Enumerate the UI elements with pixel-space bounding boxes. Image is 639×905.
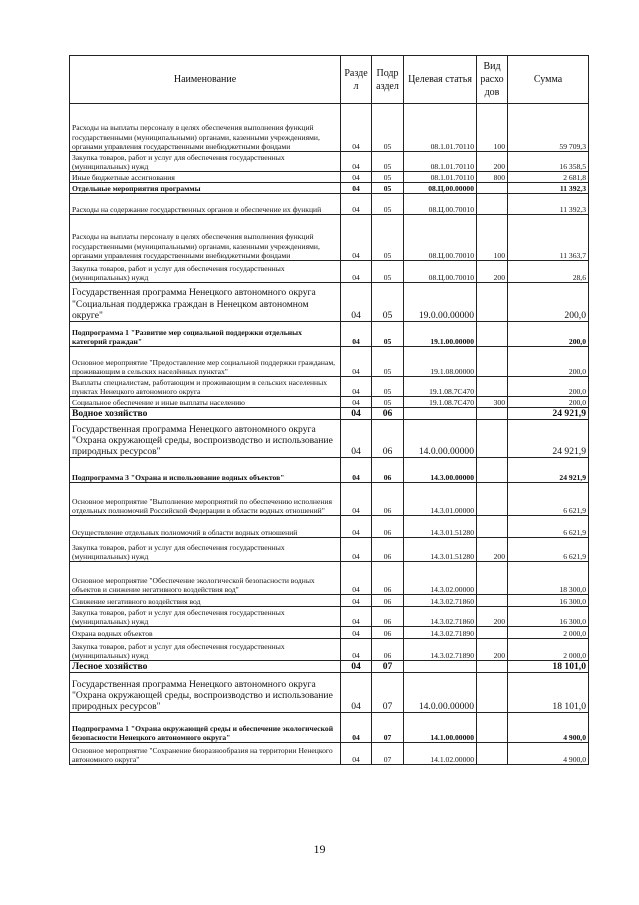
row-vid-cell bbox=[477, 183, 508, 194]
row-sum-cell: 28,6 bbox=[508, 261, 589, 283]
row-vid-cell bbox=[477, 420, 508, 458]
row-name-cell: Лесное хозяйство bbox=[70, 661, 341, 673]
row-podrazdel-cell: 05 bbox=[372, 283, 404, 322]
row-target-cell: 14.0.00.00000 bbox=[404, 420, 477, 458]
table-row bbox=[70, 639, 589, 661]
row-podrazdel-cell: 07 bbox=[372, 661, 404, 673]
row-name-cell: Охрана водных объектов bbox=[70, 627, 341, 639]
row-podrazdel-cell: 06 bbox=[372, 627, 404, 639]
row-razdel-cell: 04 bbox=[341, 595, 372, 607]
row-razdel-cell: 04 bbox=[341, 183, 372, 194]
row-podrazdel-cell: 06 bbox=[372, 458, 404, 483]
row-vid-cell bbox=[477, 322, 508, 347]
table-row bbox=[70, 183, 589, 194]
row-target-cell: 14.1.00.00000 bbox=[404, 713, 477, 743]
row-sum-cell: 6 621,9 bbox=[508, 538, 589, 562]
row-target-cell: 08.1.01.70110 bbox=[404, 172, 477, 183]
row-vid-cell bbox=[477, 673, 508, 713]
row-name-cell: Выплаты специалистам, работающим и проживающим в сельских населенных пунктах Ненецкого автономного округа bbox=[70, 377, 341, 397]
row-name-cell: Отдельные мероприятия программы bbox=[70, 183, 341, 194]
row-target-cell: 19.0.00.00000 bbox=[404, 283, 477, 322]
row-podrazdel-cell: 05 bbox=[372, 152, 404, 172]
row-target-cell bbox=[404, 408, 477, 420]
row-podrazdel-cell: 07 bbox=[372, 673, 404, 713]
row-target-cell: 14.3.02.71860 bbox=[404, 607, 477, 627]
row-sum-cell: 59 709,3 bbox=[508, 104, 589, 152]
row-podrazdel-cell: 06 bbox=[372, 607, 404, 627]
row-target-cell: 14.3.02.00000 bbox=[404, 562, 477, 595]
table-row bbox=[70, 377, 589, 397]
row-name-cell: Расходы на содержание государственных органов и обеспечение их функций bbox=[70, 194, 341, 215]
row-razdel-cell: 04 bbox=[341, 538, 372, 562]
row-name-cell: Расходы на выплаты персоналу в целях обеспечения выполнения функций государственными (муниципальными) органами, казенными учреждениями, органами управления государственными внебюджетными фондами bbox=[70, 104, 341, 152]
row-vid-cell bbox=[477, 194, 508, 215]
row-sum-cell: 18 101,0 bbox=[508, 673, 589, 713]
table-row bbox=[70, 743, 589, 765]
row-razdel-cell: 04 bbox=[341, 377, 372, 397]
table-body bbox=[70, 104, 589, 765]
row-vid-cell: 200 bbox=[477, 607, 508, 627]
row-sum-cell: 4 900,0 bbox=[508, 743, 589, 765]
row-razdel-cell: 04 bbox=[341, 420, 372, 458]
row-name-cell: Основное мероприятие "Предоставление мер социальной поддержки гражданам, проживающим в сельских населённых пунктах" bbox=[70, 347, 341, 377]
row-vid-cell: 800 bbox=[477, 172, 508, 183]
table-row bbox=[70, 261, 589, 283]
table-row bbox=[70, 673, 589, 713]
row-podrazdel-cell: 05 bbox=[372, 183, 404, 194]
row-podrazdel-cell: 06 bbox=[372, 639, 404, 661]
row-vid-cell bbox=[477, 283, 508, 322]
row-target-cell: 14.0.00.00000 bbox=[404, 673, 477, 713]
row-name-cell: Социальное обеспечение и иные выплаты населению bbox=[70, 397, 341, 408]
row-vid-cell bbox=[477, 661, 508, 673]
row-target-cell: 08.Ц.00.70010 bbox=[404, 261, 477, 283]
row-sum-cell: 16 300,0 bbox=[508, 595, 589, 607]
row-podrazdel-cell: 05 bbox=[372, 347, 404, 377]
row-target-cell: 08.1.01.70110 bbox=[404, 104, 477, 152]
row-sum-cell: 4 900,0 bbox=[508, 713, 589, 743]
row-razdel-cell: 04 bbox=[341, 516, 372, 538]
row-vid-cell: 100 bbox=[477, 215, 508, 261]
table-row bbox=[70, 483, 589, 516]
row-name-cell: Закупка товаров, работ и услуг для обеспечения государственных (муниципальных) нужд bbox=[70, 639, 341, 661]
table-row bbox=[70, 562, 589, 595]
col-header-sum: Сумма bbox=[508, 56, 589, 104]
row-razdel-cell: 04 bbox=[341, 104, 372, 152]
row-sum-cell: 11 392,3 bbox=[508, 183, 589, 194]
table-row bbox=[70, 607, 589, 627]
row-target-cell: 14.3.01.51280 bbox=[404, 538, 477, 562]
row-target-cell bbox=[404, 661, 477, 673]
row-podrazdel-cell: 06 bbox=[372, 538, 404, 562]
row-razdel-cell: 04 bbox=[341, 283, 372, 322]
row-vid-cell: 200 bbox=[477, 639, 508, 661]
row-target-cell: 19.1.08.7С470 bbox=[404, 377, 477, 397]
row-razdel-cell: 04 bbox=[341, 194, 372, 215]
row-sum-cell: 2 681,8 bbox=[508, 172, 589, 183]
table-row bbox=[70, 152, 589, 172]
row-name-cell: Расходы на выплаты персоналу в целях обеспечения выполнения функций государственными (муниципальными) органами, казенными учреждениями, органами управления государственными внебюджетными фондами bbox=[70, 215, 341, 261]
row-sum-cell: 18 300,0 bbox=[508, 562, 589, 595]
row-podrazdel-cell: 05 bbox=[372, 397, 404, 408]
col-header-target: Целевая статья bbox=[404, 56, 477, 104]
row-target-cell: 08.Ц.00.70010 bbox=[404, 215, 477, 261]
table-row bbox=[70, 595, 589, 607]
row-name-cell: Подпрограмма 1 "Развитие мер социальной поддержки отдельных категорий граждан" bbox=[70, 322, 341, 347]
row-vid-cell bbox=[477, 627, 508, 639]
row-sum-cell: 2 000,0 bbox=[508, 627, 589, 639]
row-target-cell: 08.Ц.00.70010 bbox=[404, 194, 477, 215]
table-row bbox=[70, 516, 589, 538]
row-name-cell: Основное мероприятие "Сохранение биоразнообразия на территории Ненецкого автономного округа" bbox=[70, 743, 341, 765]
row-target-cell: 19.1.00.00000 bbox=[404, 322, 477, 347]
table-row bbox=[70, 322, 589, 347]
row-name-cell: Водное хозяйство bbox=[70, 408, 341, 420]
row-name-cell: Основное мероприятие "Выполнение мероприятий по обеспечению исполнения отдельных полномочий Российской Федерации в области водных отношений" bbox=[70, 483, 341, 516]
row-razdel-cell: 04 bbox=[341, 322, 372, 347]
row-podrazdel-cell: 06 bbox=[372, 483, 404, 516]
row-vid-cell bbox=[477, 562, 508, 595]
row-name-cell: Подпрограмма 1 "Охрана окружающей среды и обеспечение экологической безопасности Ненецкого автономного округа" bbox=[70, 713, 341, 743]
row-target-cell: 08.Ц.00.00000 bbox=[404, 183, 477, 194]
row-sum-cell: 18 101,0 bbox=[508, 661, 589, 673]
row-target-cell: 14.3.00.00000 bbox=[404, 458, 477, 483]
row-name-cell: Государственная программа Ненецкого автономного округа "Охрана окружающей среды, воспроизводство и использование природных ресурсов" bbox=[70, 673, 341, 713]
row-target-cell: 14.3.01.00000 bbox=[404, 483, 477, 516]
row-vid-cell bbox=[477, 743, 508, 765]
row-name-cell: Осуществление отдельных полномочий в области водных отношений bbox=[70, 516, 341, 538]
row-name-cell: Закупка товаров, работ и услуг для обеспечения государственных (муниципальных) нужд bbox=[70, 152, 341, 172]
row-name-cell: Закупка товаров, работ и услуг для обеспечения государственных (муниципальных) нужд bbox=[70, 538, 341, 562]
row-razdel-cell: 04 bbox=[341, 607, 372, 627]
row-target-cell: 14.1.02.00000 bbox=[404, 743, 477, 765]
row-vid-cell bbox=[477, 595, 508, 607]
col-header-name: Наименование bbox=[70, 56, 341, 104]
row-target-cell: 14.3.02.71890 bbox=[404, 639, 477, 661]
row-vid-cell bbox=[477, 458, 508, 483]
col-header-razdel: Разде л bbox=[341, 56, 372, 104]
row-vid-cell: 200 bbox=[477, 152, 508, 172]
row-sum-cell: 24 921,9 bbox=[508, 420, 589, 458]
row-sum-cell: 200,0 bbox=[508, 397, 589, 408]
row-razdel-cell: 04 bbox=[341, 673, 372, 713]
table-row bbox=[70, 661, 589, 673]
col-header-vid: Вид расхо дов bbox=[477, 56, 508, 104]
table-row bbox=[70, 104, 589, 152]
row-target-cell: 14.3.02.71890 bbox=[404, 627, 477, 639]
row-sum-cell: 16 358,5 bbox=[508, 152, 589, 172]
table-row bbox=[70, 347, 589, 377]
row-name-cell: Закупка товаров, работ и услуг для обеспечения государственных (муниципальных) нужд bbox=[70, 261, 341, 283]
row-target-cell: 08.1.01.70110 bbox=[404, 152, 477, 172]
row-razdel-cell: 04 bbox=[341, 483, 372, 516]
row-sum-cell: 6 621,9 bbox=[508, 483, 589, 516]
row-podrazdel-cell: 07 bbox=[372, 713, 404, 743]
row-name-cell: Государственная программа Ненецкого автономного округа "Охрана окружающей среды, воспроизводство и использование природных ресурсов" bbox=[70, 420, 341, 458]
table-row bbox=[70, 397, 589, 408]
page-number: 19 bbox=[313, 842, 326, 856]
row-razdel-cell: 04 bbox=[341, 397, 372, 408]
row-podrazdel-cell: 06 bbox=[372, 420, 404, 458]
row-vid-cell bbox=[477, 516, 508, 538]
row-razdel-cell: 04 bbox=[341, 627, 372, 639]
row-podrazdel-cell: 05 bbox=[372, 194, 404, 215]
row-name-cell: Основное мероприятие "Обеспечение экологической безопасности водных объектов и снижение негативного воздействия вод" bbox=[70, 562, 341, 595]
table-row bbox=[70, 283, 589, 322]
table-row bbox=[70, 172, 589, 183]
row-podrazdel-cell: 06 bbox=[372, 408, 404, 420]
row-vid-cell bbox=[477, 377, 508, 397]
row-sum-cell: 200,0 bbox=[508, 347, 589, 377]
row-razdel-cell: 04 bbox=[341, 743, 372, 765]
table-row bbox=[70, 713, 589, 743]
row-podrazdel-cell: 05 bbox=[372, 322, 404, 347]
budget-table bbox=[69, 55, 589, 765]
row-sum-cell: 6 621,9 bbox=[508, 516, 589, 538]
table-row bbox=[70, 538, 589, 562]
row-razdel-cell: 04 bbox=[341, 562, 372, 595]
row-podrazdel-cell: 06 bbox=[372, 516, 404, 538]
row-vid-cell: 100 bbox=[477, 104, 508, 152]
row-razdel-cell: 04 bbox=[341, 261, 372, 283]
row-podrazdel-cell: 07 bbox=[372, 743, 404, 765]
table-row bbox=[70, 194, 589, 215]
row-vid-cell bbox=[477, 483, 508, 516]
row-sum-cell: 2 000,0 bbox=[508, 639, 589, 661]
row-podrazdel-cell: 05 bbox=[372, 215, 404, 261]
row-razdel-cell: 04 bbox=[341, 215, 372, 261]
row-razdel-cell: 04 bbox=[341, 172, 372, 183]
row-razdel-cell: 04 bbox=[341, 347, 372, 377]
row-razdel-cell: 04 bbox=[341, 639, 372, 661]
table-row bbox=[70, 458, 589, 483]
row-sum-cell: 200,0 bbox=[508, 283, 589, 322]
row-podrazdel-cell: 05 bbox=[372, 261, 404, 283]
row-vid-cell bbox=[477, 713, 508, 743]
row-sum-cell: 24 921,9 bbox=[508, 458, 589, 483]
row-podrazdel-cell: 05 bbox=[372, 172, 404, 183]
row-razdel-cell: 04 bbox=[341, 408, 372, 420]
row-sum-cell: 16 300,0 bbox=[508, 607, 589, 627]
row-target-cell: 14.3.02.71860 bbox=[404, 595, 477, 607]
table-row bbox=[70, 408, 589, 420]
row-name-cell: Снижение негативного воздействия вод bbox=[70, 595, 341, 607]
table-row bbox=[70, 627, 589, 639]
row-podrazdel-cell: 05 bbox=[372, 377, 404, 397]
row-razdel-cell: 04 bbox=[341, 458, 372, 483]
row-sum-cell: 200,0 bbox=[508, 377, 589, 397]
row-sum-cell: 11 363,7 bbox=[508, 215, 589, 261]
row-target-cell: 19.1.08.7С470 bbox=[404, 397, 477, 408]
row-vid-cell: 200 bbox=[477, 261, 508, 283]
col-header-podrazdel: Подр аздел bbox=[372, 56, 404, 104]
row-razdel-cell: 04 bbox=[341, 661, 372, 673]
row-podrazdel-cell: 06 bbox=[372, 595, 404, 607]
row-vid-cell bbox=[477, 408, 508, 420]
row-razdel-cell: 04 bbox=[341, 152, 372, 172]
row-target-cell: 19.1.08.00000 bbox=[404, 347, 477, 377]
row-name-cell: Закупка товаров, работ и услуг для обеспечения государственных (муниципальных) нужд bbox=[70, 607, 341, 627]
row-podrazdel-cell: 05 bbox=[372, 104, 404, 152]
row-vid-cell: 200 bbox=[477, 538, 508, 562]
row-sum-cell: 200,0 bbox=[508, 322, 589, 347]
row-name-cell: Иные бюджетные ассигнования bbox=[70, 172, 341, 183]
row-razdel-cell: 04 bbox=[341, 713, 372, 743]
row-podrazdel-cell: 06 bbox=[372, 562, 404, 595]
row-name-cell: Государственная программа Ненецкого автономного округа "Социальная поддержка граждан в Ненецком автономном округе" bbox=[70, 283, 341, 322]
row-name-cell: Подпрограмма 3 "Охрана и использование водных объектов" bbox=[70, 458, 341, 483]
row-sum-cell: 11 392,3 bbox=[508, 194, 589, 215]
row-vid-cell: 300 bbox=[477, 397, 508, 408]
table-row bbox=[70, 420, 589, 458]
row-target-cell: 14.3.01.51280 bbox=[404, 516, 477, 538]
table-header-row bbox=[70, 56, 589, 104]
row-vid-cell bbox=[477, 347, 508, 377]
row-sum-cell: 24 921,9 bbox=[508, 408, 589, 420]
table-row bbox=[70, 215, 589, 261]
